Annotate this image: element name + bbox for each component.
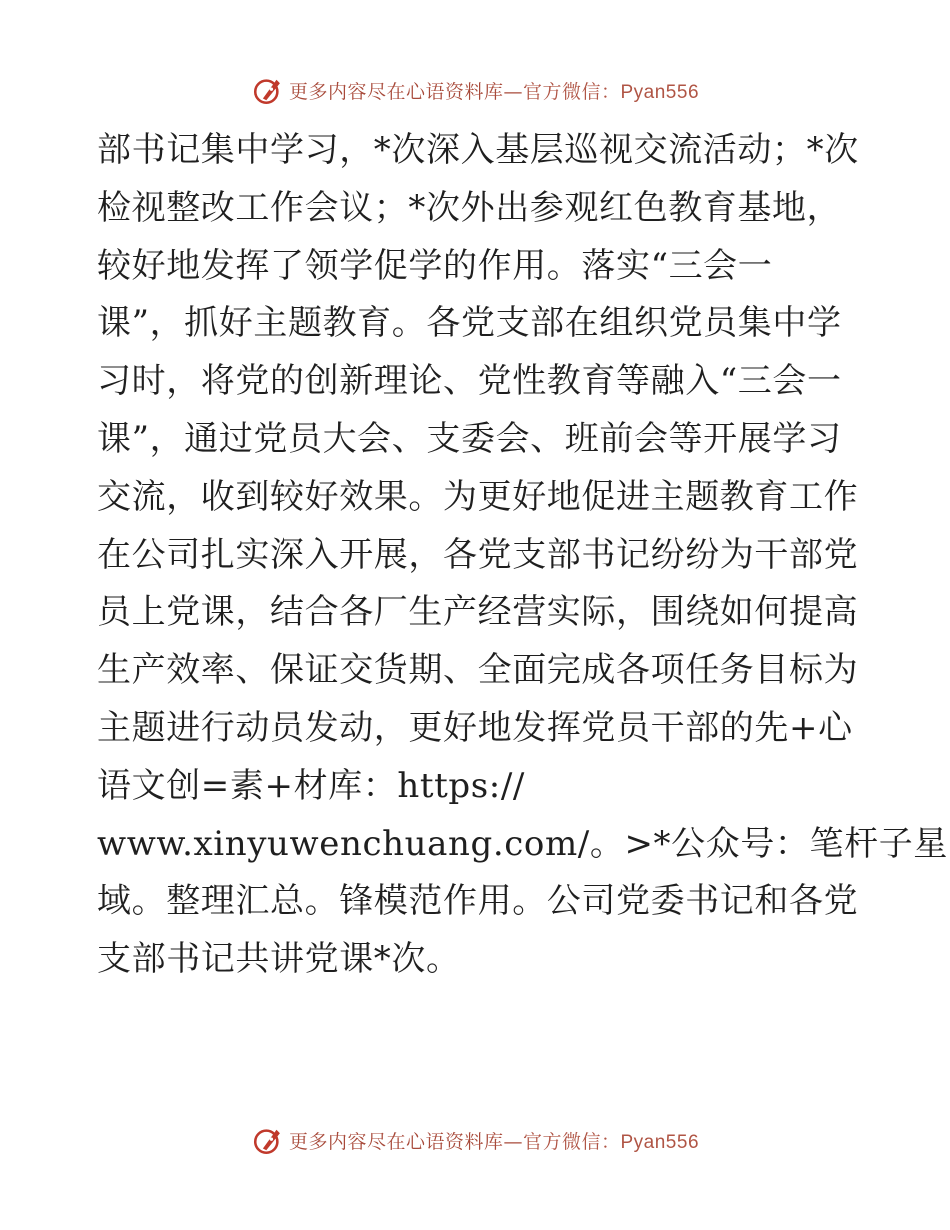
footer-banner-wechat: 官方微信：Pyan556 — [523, 1131, 700, 1153]
body-line: 较好地发挥了领学促学的作用。落实“三会一 — [97, 245, 773, 286]
body-line: 生产效率、保证交货期、全面完成各项任务目标为 — [97, 650, 859, 691]
footer-banner-title: 更多内容尽在心语资料库 — [288, 1130, 504, 1153]
footer-banner-text — [289, 1127, 699, 1154]
header-banner-wechat: 官方微信：Pyan556 — [523, 81, 700, 103]
body-line: 检视整改工作会议；*次外出参观红色教育基地， — [97, 187, 842, 228]
body-line: 部书记集中学习，*次深入基层巡视交流活动；*次 — [97, 130, 859, 170]
body-line: www.xinyuwenchuang.com/。>*公众号：笔杆子星 — [97, 823, 948, 864]
body-line: 在公司扎实深入开展，各党支部书记纷纷为干部党 — [97, 534, 859, 575]
body-line: 交流，收到较好效果。为更好地促进主题教育工作 — [97, 476, 859, 517]
footer-banner-dash: — — [503, 1130, 523, 1153]
footer-banner — [0, 1122, 950, 1158]
body-line: 习时，将党的创新理论、党性教育等融入“三会一 — [97, 361, 842, 402]
body-line: 员上党课，结合各厂生产经营实际，围绕如何提高 — [97, 592, 859, 633]
body-line: 支部书记共讲党课*次。 — [97, 939, 461, 980]
header-banner-dash: — — [503, 80, 523, 103]
header-banner — [0, 72, 950, 108]
header-banner-text — [289, 77, 699, 104]
body-line: 课”，通过党员大会、支委会、班前会等开展学习 — [97, 418, 842, 459]
body-line: 域。整理汇总。锋模范作用。公司党委书记和各党 — [97, 881, 859, 922]
body-line: 主题进行动员发动，更好地发挥党员干部的先+心 — [97, 707, 853, 748]
pen-nib-logo-icon — [251, 73, 285, 107]
document-body — [97, 122, 948, 989]
pen-nib-logo-icon — [251, 1123, 285, 1157]
body-line: 语文创=素+材库：https:// — [97, 765, 525, 806]
body-line: 课”，抓好主题教育。各党支部在组织党员集中学 — [97, 303, 842, 344]
header-banner-title: 更多内容尽在心语资料库 — [288, 80, 504, 103]
